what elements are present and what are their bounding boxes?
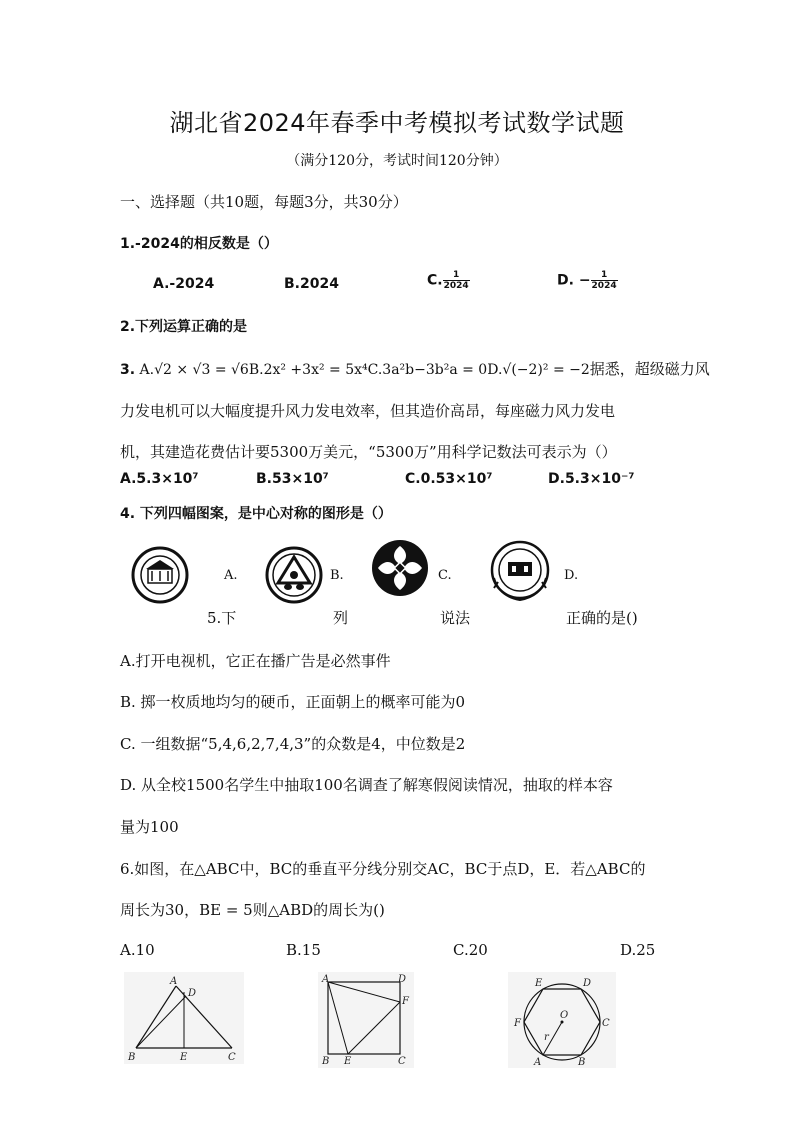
fig2-label-e: E [344,1056,352,1067]
fig3-label-b: B [578,1057,586,1068]
section-heading: 一、选择题（共10题，每题3分，共30分） [120,193,408,211]
q1-option-a: A.-2024 [153,276,215,292]
emblem-d-icon [484,538,556,606]
fig1-label-e: E [180,1052,188,1063]
q3-option-b: B.53×10⁷ [256,471,329,487]
fig1-label-c: C [228,1052,236,1063]
q3-line1: 3. A.√2 × √3 = √6B.2x² +3x² = 5x⁴C.3a²b−3b²a = 0D.√(−2)² = −2据悉，超级磁力风 [120,360,710,378]
q5-stem-part3: 说法 [440,609,471,627]
q5-stem-part2: 列 [333,609,349,627]
page-title: 湖北省2024年春季中考模拟考试数学试题 [169,109,625,137]
figure-triangle-abc [124,972,244,1064]
q3-line2: 力发电机可以大幅度提升风力发电效率，但其造价高昂，每座磁力风力发电 [120,402,616,420]
q5-option-c: C. 一组数据“5,4,6,2,7,4,3”的众数是4，中位数是2 [120,735,466,753]
q5-stem-part1: 5.下 [207,609,237,627]
fig3-label-f: F [514,1018,521,1029]
q5-option-d-line2: 量为100 [120,818,179,836]
fig2-label-b: B [322,1056,330,1067]
q6-option-c: C.20 [453,941,488,959]
q4-option-c: C. [438,568,452,583]
q3-line3: 机，其建造花费估计要5300万美元，“5300万”用科学记数法可表示为（） [120,443,617,461]
q1-option-d: D. − $\frac{1}{2024}$ [557,270,617,291]
q5-option-d-line1: D. 从全校1500名学生中抽取100名调查了解寒假阅读情况，抽取的样本容 [120,776,613,794]
q6-stem-line1: 6.如图，在△ABC中，BC的垂直平分线分别交AC，BC于点D，E．若△ABC的 [120,860,646,878]
fig1-label-a: A [170,976,178,987]
q6-stem-line2: 周长为30，BE = 5则△ABD的周长为() [120,901,385,919]
fig2-label-c: C [398,1056,406,1067]
figure-square-abcd [318,972,414,1068]
fig2-label-d: D [398,974,407,985]
q2-stem: 2.下列运算正确的是 [120,319,248,335]
fig2-label-a: A [322,974,330,985]
q5-option-b: B. 掷一枚质地均匀的硬币，正面朝上的概率可能为0 [120,693,466,711]
q5-option-a: A.打开电视机，它正在播广告是必然事件 [120,652,391,670]
q3-option-c: C.0.53×10⁷ [405,471,493,487]
q1-option-c: C. $\frac{1}{2024}$ [427,270,469,291]
emblem-c-icon [370,538,430,598]
fig3-label-r: r [544,1032,549,1043]
q1-stem: 1.-2024的相反数是（） [120,236,278,252]
q6-option-a: A.10 [120,941,155,959]
fig3-label-d: D [583,978,592,989]
fig3-label-a: A [534,1057,542,1068]
q3-option-d: D.5.3×10⁻⁷ [548,471,635,487]
fig3-label-c: C [602,1018,610,1029]
emblem-b-icon [264,545,324,605]
page-subtitle: （满分120分，考试时间120分钟） [286,153,508,169]
fig3-label-o: O [560,1010,569,1021]
q6-option-b: B.15 [286,941,321,959]
emblem-a-icon [130,545,190,605]
q4-stem: 4. 下列四幅图案，是中心对称的图形是（） [120,506,392,522]
q3-option-a: A.5.3×10⁷ [120,471,199,487]
q4-option-a: A. [224,568,238,583]
q6-option-d: D.25 [620,941,656,959]
q5-stem-part4: 正确的是() [566,609,638,627]
figure-hexagon-circle [508,972,616,1068]
fig1-label-b: B [128,1052,136,1063]
fig1-label-d: D [188,988,197,999]
q4-option-b: B. [330,568,344,583]
q4-option-d: D. [564,568,579,583]
q1-option-b: B.2024 [284,276,339,292]
fig2-label-f: F [402,996,409,1007]
fig3-label-e: E [535,978,543,989]
